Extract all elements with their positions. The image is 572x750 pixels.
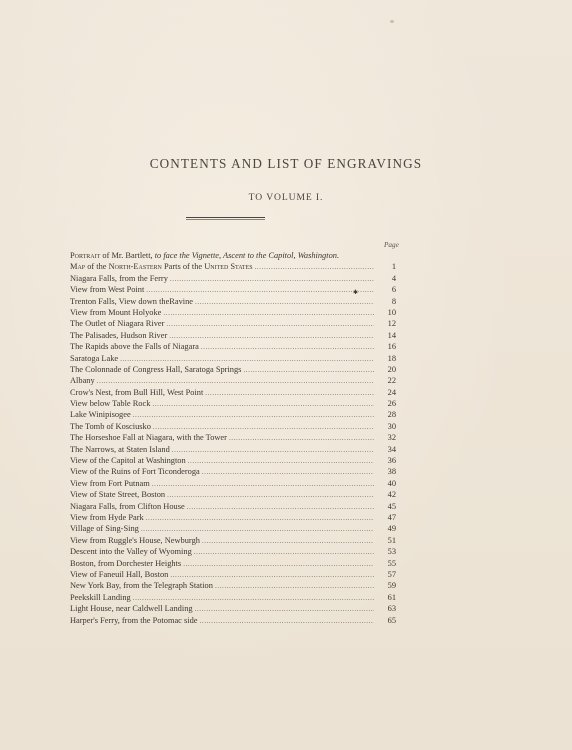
toc-entry bbox=[70, 432, 396, 443]
leader-dots bbox=[195, 297, 374, 308]
toc-entry-page: 12 bbox=[387, 319, 396, 329]
toc-entry-label: View from Ruggle's House, Newburgh bbox=[70, 535, 200, 545]
toc-entry-label: View of Faneuil Hall, Boston bbox=[70, 569, 169, 579]
toc-entry-page: 51 bbox=[387, 535, 396, 545]
toc-entry-page: 10 bbox=[387, 307, 396, 317]
toc-entry bbox=[70, 580, 396, 591]
leader-dots bbox=[163, 308, 374, 319]
toc-entry bbox=[70, 466, 396, 477]
leader-dots bbox=[215, 581, 374, 592]
toc-entry-label: The Palisades, Hudson River bbox=[70, 330, 168, 340]
toc-entry-page: 38 bbox=[387, 467, 396, 477]
leader-dots bbox=[172, 445, 374, 456]
leader-dots bbox=[202, 467, 374, 478]
toc-entry bbox=[70, 375, 396, 386]
leader-dots bbox=[229, 433, 374, 444]
toc-entry-page: 63 bbox=[387, 604, 396, 614]
toc-entry-page: 30 bbox=[387, 421, 396, 431]
toc-entry-label: Saratoga Lake bbox=[70, 353, 119, 363]
toc-entry bbox=[70, 478, 396, 489]
leader-dots bbox=[146, 513, 374, 524]
ornamental-rule bbox=[186, 217, 265, 220]
table-of-contents bbox=[70, 250, 396, 626]
toc-entry bbox=[70, 353, 396, 364]
toc-entry bbox=[70, 455, 396, 466]
toc-entry-label: Peekskill Landing bbox=[70, 592, 131, 602]
leader-dots bbox=[195, 604, 374, 615]
toc-entry-page: 47 bbox=[387, 512, 396, 522]
toc-entry bbox=[70, 273, 396, 284]
toc-entry-page: 34 bbox=[387, 444, 396, 454]
page-title: CONTENTS AND LIST OF ENGRAVINGS bbox=[149, 156, 423, 171]
toc-entry-label: Albany bbox=[70, 376, 95, 386]
toc-entry-label: The Colonnade of Congress Hall, Saratoga Springs bbox=[70, 364, 242, 374]
toc-entry bbox=[70, 284, 396, 295]
leader-dots bbox=[202, 536, 374, 547]
toc-entry bbox=[70, 603, 396, 614]
toc-entry-page: 22 bbox=[387, 376, 396, 386]
toc-entry-label: The Horseshoe Fall at Niagara, with the Tower bbox=[70, 433, 227, 443]
toc-entry-page: 32 bbox=[387, 433, 396, 443]
toc-entry-page: 36 bbox=[387, 456, 396, 466]
leader-dots bbox=[170, 274, 374, 285]
toc-entry bbox=[70, 444, 396, 455]
toc-entry-page: 65 bbox=[387, 615, 396, 625]
toc-entry-page: 40 bbox=[387, 478, 396, 488]
paper-blemish bbox=[390, 20, 394, 23]
volume-subtitle: TO VOLUME I. bbox=[248, 192, 324, 203]
toc-entry-label: View from Mount Holyoke bbox=[70, 307, 162, 317]
toc-entry-page: 24 bbox=[387, 387, 396, 397]
toc-entry-page: 45 bbox=[387, 501, 396, 511]
toc-entry-label: Niagara Falls, from the Ferry bbox=[70, 273, 168, 283]
toc-entry bbox=[70, 330, 396, 341]
toc-entry-label: Trenton Falls, View down theRavine bbox=[70, 296, 194, 306]
leader-dots bbox=[200, 616, 375, 627]
toc-entry-label: View of the Capitol at Washington bbox=[70, 456, 186, 466]
toc-entry-page: 14 bbox=[387, 330, 396, 340]
toc-entry-page: 61 bbox=[387, 592, 396, 602]
toc-entry bbox=[70, 318, 396, 329]
toc-entry-map bbox=[70, 261, 396, 272]
leader-dots bbox=[255, 262, 374, 273]
toc-entry-portrait bbox=[70, 250, 396, 261]
leader-dots bbox=[152, 479, 374, 490]
toc-entry bbox=[70, 546, 396, 557]
asterisk-mark: ✱ bbox=[353, 290, 359, 296]
toc-entry bbox=[70, 615, 396, 626]
toc-entry-page: 18 bbox=[387, 353, 396, 363]
toc-entry bbox=[70, 307, 396, 318]
toc-entry-page: 42 bbox=[387, 490, 396, 500]
toc-entry-label: Boston, from Dorchester Heights bbox=[70, 558, 182, 568]
toc-entry-page: 26 bbox=[387, 399, 396, 409]
toc-entry-label: The Rapids above the Falls of Niagara bbox=[70, 342, 199, 352]
toc-entry bbox=[70, 409, 396, 420]
leader-dots bbox=[194, 547, 374, 558]
toc-entry-page: 6 bbox=[391, 285, 396, 295]
toc-entry bbox=[70, 512, 396, 523]
toc-entry-label: View from Hyde Park bbox=[70, 512, 144, 522]
toc-entry-page: 53 bbox=[387, 547, 396, 557]
leader-dots bbox=[133, 410, 374, 421]
toc-entry-page: 4 bbox=[391, 273, 396, 283]
toc-entry bbox=[70, 592, 396, 603]
toc-entry-label: Map of the North-Eastern Parts of the United States bbox=[70, 262, 253, 272]
toc-entry bbox=[70, 296, 396, 307]
toc-entry bbox=[70, 421, 396, 432]
leader-dots bbox=[205, 388, 374, 399]
toc-entry-label: New York Bay, from the Telegraph Station bbox=[70, 581, 213, 591]
toc-entry-label: Niagara Falls, from Clifton House bbox=[70, 501, 185, 511]
toc-entry-label: The Narrows, at Staten Island bbox=[70, 444, 170, 454]
toc-entry-page: 16 bbox=[387, 342, 396, 352]
toc-entry-page: 1 bbox=[391, 262, 396, 272]
toc-entry bbox=[70, 523, 396, 534]
toc-entry bbox=[70, 489, 396, 500]
toc-entry-label: Crow's Nest, from Bull Hill, West Point bbox=[70, 387, 204, 397]
toc-entry-label: Light House, near Caldwell Landing bbox=[70, 604, 193, 614]
toc-entry-label: View of State Street, Boston bbox=[70, 490, 166, 500]
toc-entry-label: View from West Point bbox=[70, 285, 145, 295]
toc-entry-page: 59 bbox=[387, 581, 396, 591]
toc-entry bbox=[70, 569, 396, 580]
toc-entry-label: The Outlet of Niagara River bbox=[70, 319, 165, 329]
toc-entry bbox=[70, 341, 396, 352]
toc-entry bbox=[70, 535, 396, 546]
toc-entry-page: 20 bbox=[387, 364, 396, 374]
leader-dots bbox=[243, 365, 374, 376]
toc-entry-page: 55 bbox=[387, 558, 396, 568]
leader-dots bbox=[167, 490, 374, 501]
leader-dots bbox=[152, 399, 374, 410]
toc-entry bbox=[70, 558, 396, 569]
toc-entry-label: Harper's Ferry, from the Potomac side bbox=[70, 615, 198, 625]
leader-dots bbox=[188, 456, 374, 467]
leader-dots bbox=[183, 559, 374, 570]
toc-entry-label: View from Fort Putnam bbox=[70, 478, 150, 488]
toc-entry-page: 28 bbox=[387, 410, 396, 420]
toc-entry bbox=[70, 364, 396, 375]
leader-dots bbox=[166, 319, 374, 330]
toc-entry bbox=[70, 387, 396, 398]
toc-entry-label: The Tomb of Kosciusko bbox=[70, 421, 151, 431]
toc-entry-label: Village of Sing-Sing bbox=[70, 524, 139, 534]
toc-entry bbox=[70, 501, 396, 512]
toc-entry-label: View below Table Rock bbox=[70, 399, 151, 409]
toc-entry-label: Lake Winipisogee bbox=[70, 410, 131, 420]
toc-entry-page: 57 bbox=[387, 569, 396, 579]
toc-entry-label: Descent into the Valley of Wyoming bbox=[70, 547, 192, 557]
toc-entry-label: View of the Ruins of Fort Ticonderoga bbox=[70, 467, 200, 477]
page-column-heading: Page bbox=[384, 241, 399, 249]
leader-dots bbox=[201, 342, 374, 353]
toc-entry-page: 49 bbox=[387, 524, 396, 534]
toc-entry bbox=[70, 398, 396, 409]
toc-entry-label: Portrait of Mr. Bartlett, to face the Vignette, Ascent to the Capitol, Washington. bbox=[70, 251, 340, 260]
toc-entry-page: 8 bbox=[391, 296, 396, 306]
leader-dots bbox=[187, 502, 374, 513]
